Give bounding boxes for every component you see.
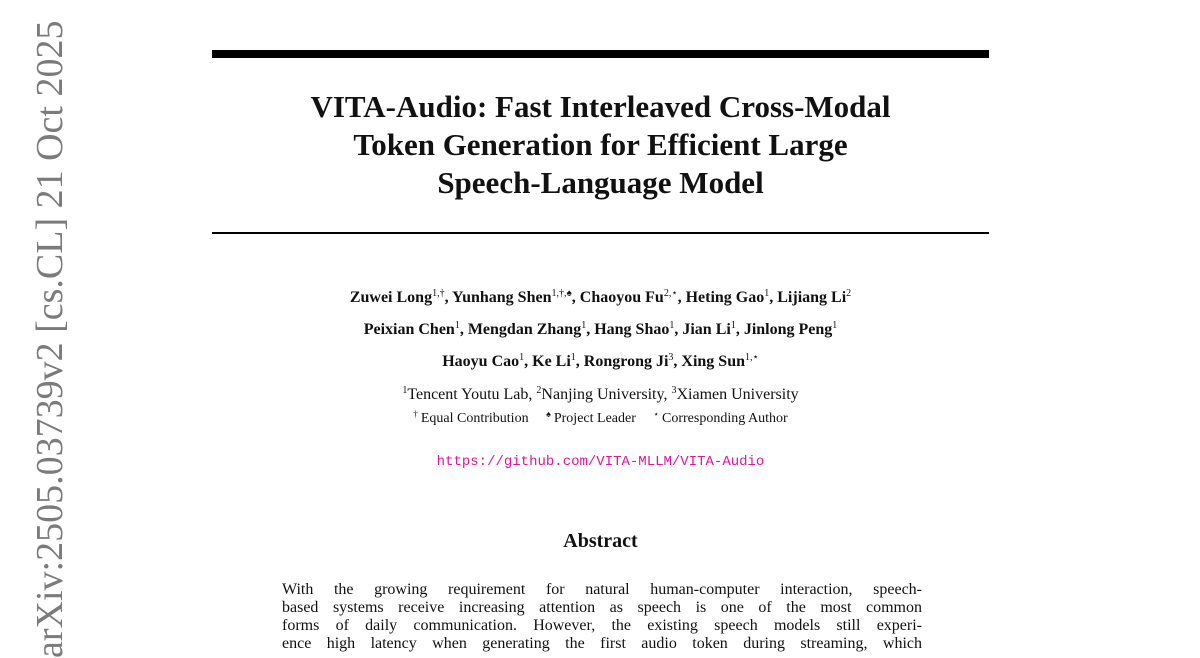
author-name: Jinlong Peng [743,321,833,338]
author-affiliation-marker: 3 [668,352,674,363]
author-affiliation-marker: 1 [519,352,525,363]
author-name: Ke Li [532,353,571,370]
abstract-text [282,581,922,653]
author-affiliation-marker: 1,†,♠ [551,288,572,299]
author-name: Chaoyou Fu [579,289,664,306]
affiliation-marker: 3 [671,385,677,396]
affiliation-marker: 1 [402,385,408,396]
author-affiliation-marker: 1 [581,320,587,331]
role-label: Equal Contribution [420,411,529,426]
author-line: Haoyu Cao$^1$, Ke Li$^1$, Rongrong Ji$^3$, Xing Sun$^{1,⋆}$ [442,352,759,370]
author-role-legend [212,409,989,429]
author-line: Zuwei Long$^{1,\dagger}$, Yunhang Shen$^{1,\dagger,♠}$, Chaoyou $Fu^{2,⋆}$, Heting Gao$^1$, Lijiang Li$^2$ [349,288,852,306]
author-name: Hang Shao [594,321,670,338]
author-name: Yunhang Shen [451,289,552,306]
author-name: Jian Li [682,321,731,338]
author-affiliation-marker: 2,⋆ [663,288,678,299]
affiliation-name: Tencent Youtu Lab [407,386,529,403]
author-name: Lijiang Li [777,289,847,306]
affiliations: $^1$Tencent Youtu Lab, $^2$Nanjing University, $^3$Xiamen University [402,385,799,403]
abstract-line: ence high latency when generating the first audio token during streaming, which [282,635,922,652]
affiliation-name: Xiamen University [676,386,799,403]
author-affiliation-marker: 1 [764,288,770,299]
title-line: Speech-Language Model [437,165,764,200]
role-label: Corresponding Author [662,411,788,426]
author-affiliation-marker: 1 [730,320,736,331]
affiliation-name: Nanjing University [541,386,664,403]
title-line: Token Generation for Efficient Large [353,127,848,162]
author-affiliation-marker: 1 [454,320,460,331]
author-affiliation-marker: 1,† [432,288,445,299]
author-name: Haoyu Cao [442,353,520,370]
author-affiliation-marker: 2 [846,288,852,299]
arxiv-identifier-stamp: arXiv:2505.03739v2 [cs.CL] 21 Oct 2025 [29,20,71,658]
author-affiliation-marker: 1 [832,320,838,331]
github-link[interactable]: https://github.com/VITA-MLLM/VITA-Audio [436,454,765,470]
abstract-line: With the growing requirement for natural human-computer interaction, speech- [282,581,922,598]
author-name: Rongrong Ji [583,353,669,370]
author-name: Peixian Chen [363,321,455,338]
role-marker: ♠ [546,409,551,419]
title-top-rule [212,50,989,58]
author-affiliation-marker: 1,⋆ [745,352,759,363]
title-line: VITA-Audio: Fast Interleaved Cross-Modal [310,89,891,124]
role-marker: † [413,409,418,419]
author-name: Mengdan Zhang [467,321,582,338]
abstract-line: forms of daily communication. However, the existing speech models still experi- [282,617,922,634]
affiliation-marker: 2 [536,385,542,396]
author-name: Xing Sun [681,353,745,370]
abstract-heading: Abstract [563,530,638,552]
author-list [212,286,989,382]
role-label: Project Leader [553,411,636,426]
author-name: Heting Gao [685,289,765,306]
paper-title [212,88,989,202]
role-marker: ⋆ [653,409,660,419]
author-name: Zuwei Long [349,289,433,306]
abstract-line: based systems receive increasing attention as speech is one of the most common [282,599,922,616]
author-affiliation-marker: 1 [669,320,675,331]
author-affiliation-marker: 1 [570,352,576,363]
author-line: Peixian Chen$^1$, Mengdan Zhang$^1$, Hang Shao$^1$, Jian Li$^1$, Jinlong Peng$^1$ [363,320,838,338]
title-bottom-rule [212,232,989,234]
